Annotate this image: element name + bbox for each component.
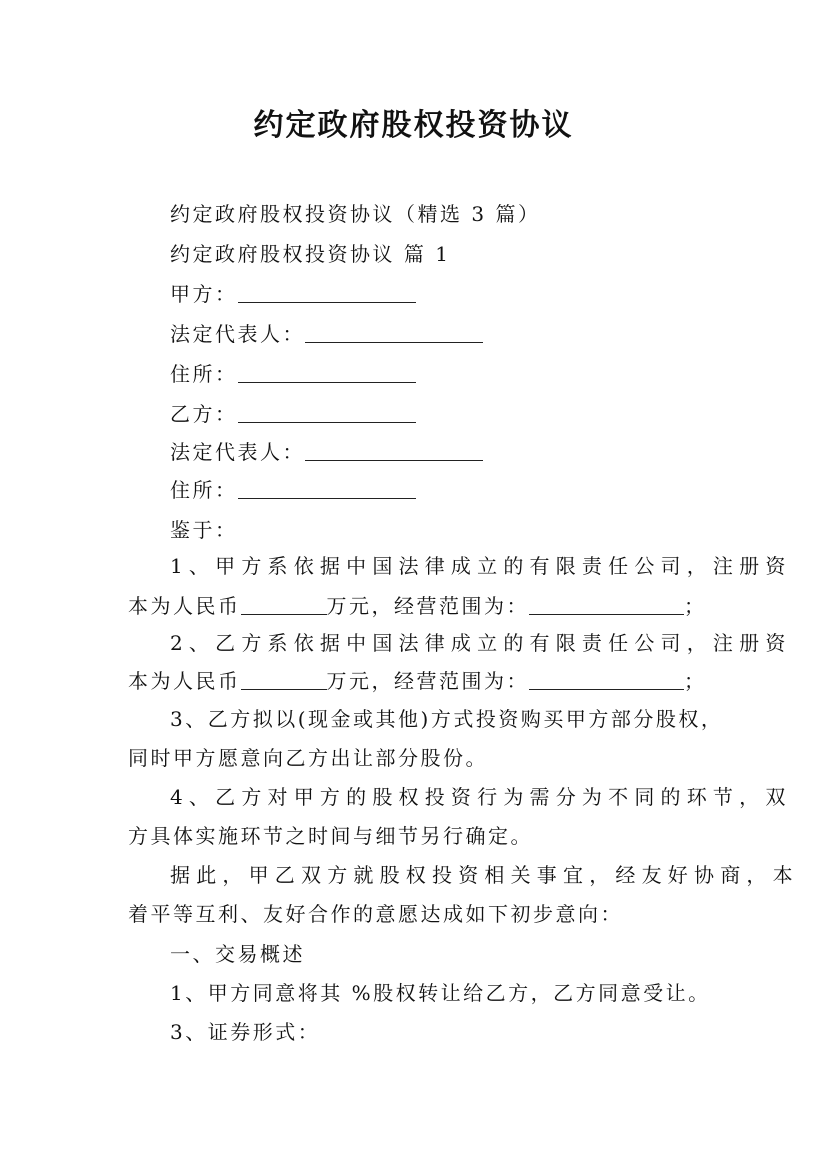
clause-1-capital-text: 本为人民币 — [128, 594, 241, 618]
clause-4-line-2: 方具体实施环节之时间与细节另行确定。 — [128, 824, 533, 848]
clause-1-scope-text: 万元，经营范围为： — [326, 594, 529, 618]
party-a-blank — [238, 284, 416, 303]
party-b-row — [170, 398, 416, 427]
section-1-heading: 一、交易概述 — [170, 942, 305, 966]
clause-1-capital-blank — [241, 596, 327, 615]
legal-rep-a-label: 法定代表人： — [170, 322, 305, 346]
clause-2-capital-text: 本为人民币 — [128, 669, 241, 693]
clause-2-scope-text: 万元，经营范围为： — [326, 669, 529, 693]
whereas-heading: 鉴于： — [170, 518, 238, 542]
address-b-blank — [238, 480, 416, 499]
section-1-item-1: 1、甲方同意将其 %股权转让给乙方，乙方同意受让。 — [170, 981, 711, 1005]
section-1-item-3: 3、证券形式： — [170, 1020, 321, 1044]
legal-rep-b-blank — [305, 442, 483, 461]
clause-1-scope-blank — [529, 596, 684, 615]
legal-rep-b-label: 法定代表人： — [170, 440, 305, 464]
clause-3-line-2: 同时甲方愿意向乙方出让部分股份。 — [128, 746, 488, 770]
clause-2-scope-blank — [529, 671, 684, 690]
document-title: 约定政府股权投资协议 — [253, 108, 574, 143]
clause-1-end: ； — [684, 594, 707, 618]
address-b-label: 住所： — [170, 478, 238, 502]
clause-2-capital-blank — [241, 671, 327, 690]
legal-rep-a-blank — [305, 324, 483, 343]
party-b-blank — [238, 404, 416, 423]
clause-3-line-1: 3、乙方拟以(现金或其他)方式投资购买甲方部分股权， — [170, 707, 724, 731]
basis-line-1: 据此，甲乙双方就股权投资相关事宜，经友好协商，本 — [170, 863, 799, 887]
address-a-row — [170, 358, 416, 387]
subtitle: 约定政府股权投资协议（精选 3 篇） — [170, 202, 541, 226]
clause-1-line-1: 1、甲方系依据中国法律成立的有限责任公司，注册资 — [170, 554, 792, 578]
address-a-label: 住所： — [170, 362, 238, 386]
basis-line-2: 着平等互利、友好合作的意愿达成如下初步意向： — [128, 902, 623, 926]
clause-2-end: ； — [684, 669, 707, 693]
address-b-row — [170, 474, 416, 503]
address-a-blank — [238, 364, 416, 383]
clause-1-line-2 — [128, 590, 707, 619]
party-b-label: 乙方： — [170, 402, 238, 426]
party-a-label: 甲方： — [170, 282, 238, 306]
chapter-heading: 约定政府股权投资协议 篇 1 — [170, 242, 451, 266]
legal-rep-b-row — [170, 436, 483, 465]
clause-4-line-1: 4、乙方对甲方的股权投资行为需分为不同的环节，双 — [170, 785, 792, 809]
clause-2-line-1: 2、乙方系依据中国法律成立的有限责任公司，注册资 — [170, 631, 792, 655]
clause-2-line-2 — [128, 665, 707, 694]
party-a-row — [170, 278, 416, 307]
legal-rep-a-row — [170, 318, 483, 347]
